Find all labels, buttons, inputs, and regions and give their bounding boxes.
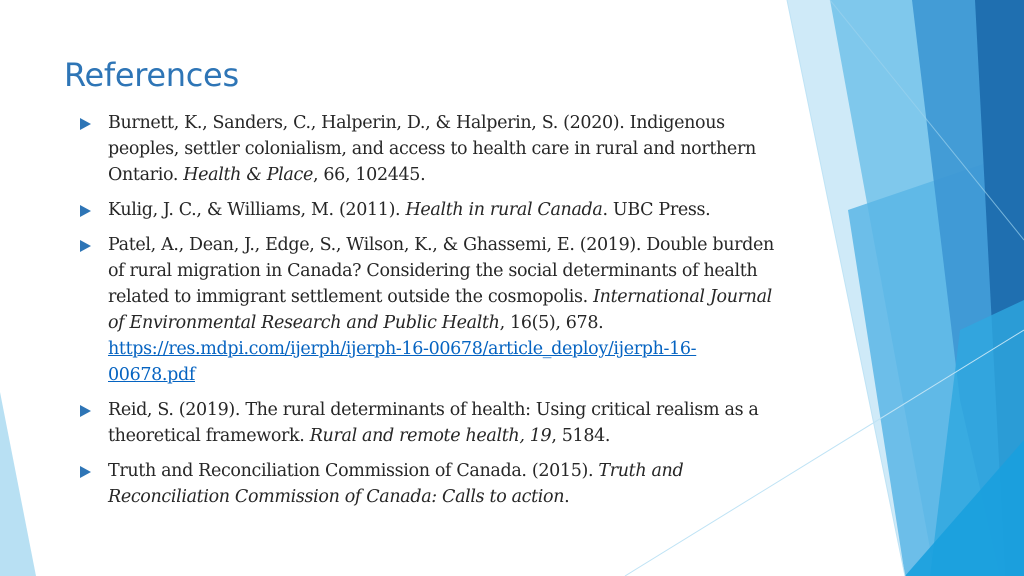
- reference-item: [78, 458, 778, 510]
- triangle-right-icon: [80, 118, 91, 130]
- reference-volume: , 16: [499, 313, 532, 333]
- reference-item: [78, 110, 778, 188]
- triangle-right-icon: [80, 466, 91, 478]
- reference-volume: , 19: [519, 426, 552, 446]
- reference-source: Health & Place: [183, 165, 313, 185]
- reference-source: Truth and Reconciliation Commission of Canada: Calls to action: [108, 461, 684, 507]
- reference-item: [78, 397, 778, 449]
- triangle-right-icon: [80, 405, 91, 417]
- reference-details: (5), 678.: [531, 313, 604, 333]
- left-facet: [0, 392, 36, 576]
- reference-source: International Journal of Environmental Research and Public Health: [108, 287, 772, 333]
- reference-authors: Reid, S. (2019). The rural determinants of health: Using critical realism as a theoretical framework.: [108, 400, 759, 446]
- reference-authors: Patel, A., Dean, J., Edge, S., Wilson, K., & Ghassemi, E. (2019). Double burden of rural migration in Canada? Considering the social determinants of health related to immigrant settlement outside the cosmopolis.: [108, 235, 774, 307]
- slide-title: References: [64, 56, 239, 94]
- reference-details: , 66, 102445.: [312, 165, 426, 185]
- reference-list: [78, 110, 778, 519]
- reference-item: [78, 197, 778, 223]
- reference-item: [78, 232, 778, 388]
- triangle-right-icon: [80, 240, 91, 252]
- reference-details: , 5184.: [551, 426, 611, 446]
- reference-link[interactable]: https://res.mdpi.com/ijerph/ijerph-16-00678/article_deploy/ijerph-16-00678.pdf: [108, 339, 697, 385]
- reference-details: . UBC Press.: [602, 200, 711, 220]
- triangle-right-icon: [80, 205, 91, 217]
- reference-authors: Kulig, J. C., & Williams, M. (2011).: [108, 200, 406, 220]
- reference-authors: Burnett, K., Sanders, C., Halperin, D., & Halperin, S. (2020). Indigenous peoples, settler colonialism, and access to health care in rural and northern Ontario.: [108, 113, 756, 185]
- reference-source: Rural and remote health: [309, 426, 520, 446]
- reference-authors: Truth and Reconciliation Commission of Canada. (2015).: [108, 461, 599, 481]
- reference-source: Health in rural Canada: [405, 200, 603, 220]
- reference-details: .: [564, 487, 570, 507]
